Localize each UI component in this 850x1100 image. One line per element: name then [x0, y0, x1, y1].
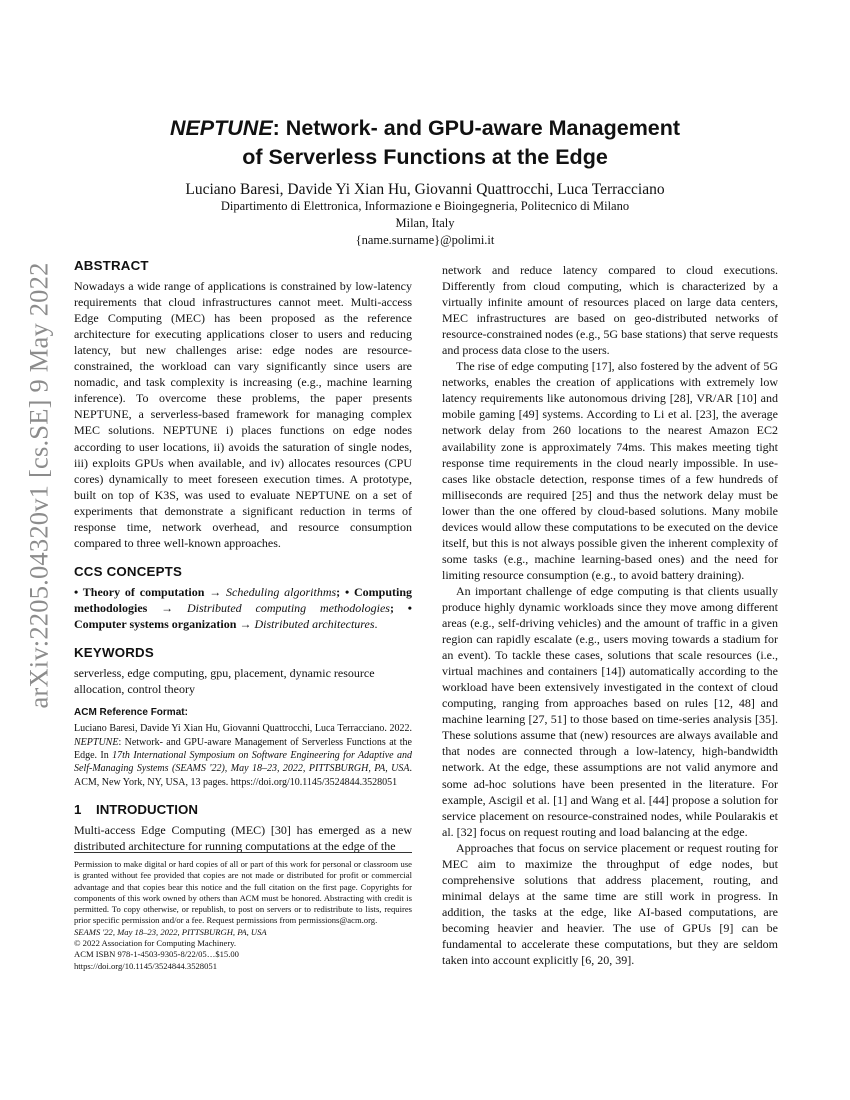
arxiv-identifier [14, 261, 64, 709]
copyright-footnote [74, 852, 412, 972]
intro-paragraph-1-end: network and reduce latency compared to cloud executions. Differently from cloud computing, which is characterized by a virtually infinite amount of resources placed on large data centers, MEC infrastructures are based on geo-distributed networks of resource-constrained nodes (e.g., 5G base stations) that serve requests and process data close to the users. [442, 263, 778, 358]
ccs-concept-3: ; • Computer systems organization [74, 600, 412, 631]
section-title: INTRODUCTION [96, 802, 198, 818]
ccs-heading: CCS CONCEPTS [74, 563, 183, 579]
author-list: Luciano Baresi, Davide Yi Xian Hu, Giovanni Quattrocchi, Luca Terracciano [185, 181, 665, 198]
keywords-text: serverless, edge computing, gpu, placement, dynamic resource allocation, control theory [74, 666, 375, 697]
acm-ref-venue: 17th International Symposium on Software Engineering for Adaptive and Self-Managing Systems (SEAMS '22), May 18–23, 2022, PITTSBURGH, PA, USA [74, 750, 412, 775]
footnote-venue-text: SEAMS '22, May 18–23, 2022, PITTSBURGH, PA, USA [74, 926, 267, 937]
ccs-concept-2: ; • Computing methodologies [74, 584, 412, 615]
intro-paragraph-1-start: Multi-access Edge Computing (MEC) [30] has emerged as a new distributed architecture for running computations at the edge of the [74, 823, 412, 854]
ccs-sub-1: Scheduling algorithms [226, 584, 337, 599]
title-name: NEPTUNE [169, 116, 273, 140]
intro-paragraph-3: An important challenge of edge computing is that clients usually produce highly dynamic workloads since they move among different areas (e.g., self-driving vehicles) and the amount of traffic in a given region can rapidly escalate (e.g., users moving towards a stadium for an event). To tackle these cases, solutions that scale resources (i.e., virtual machines and containers [14]) automatically according to the workload have been extensively investigated in the context of cloud computing, ranging from approaches based on rules [12, 48] and machine learning [27, 51] to those based on time-series analysis [35]. These solutions assume that (new) resources are always available and that nodes are connected through a low-latency, high-bandwidth network. At the edge, these assumptions are not valid anymore and some ad-hoc solutions have been presented in the literature. For example, Ascigil et al. [1] and Wang et al. [44] propose a solution for service placement on resource-constrained nodes, while Poularakis et al. [32] focus on request routing and load balancing at the edge. [442, 583, 778, 839]
title-line2: of Serverless Functions at the Edge [242, 145, 608, 169]
intro-paragraph-4: Approaches that focus on service placement or request routing for MEC aim to maximize the throughput of edge nodes, but comprehensive solutions that address placement, routing, and minimal delays at the same time are still work in progress. In addition, the tasks at the edge, like AI-based computations, are becoming heavier and heavier. The use of GPUs [9] can be fundamental to accelerate these computations, but they are seldom taken into account explicitly [6, 20, 39]. [442, 840, 778, 968]
arxiv-id-text: arXiv:2205.04320v1 [cs.SE] 9 May 2022 [23, 261, 54, 709]
ccs-arrow: → [236, 616, 255, 631]
title-rest: : Network- and GPU-aware Management [272, 116, 681, 140]
section-number: 1 [74, 802, 82, 818]
footnote-doi: https://doi.org/10.1145/3524844.3528051 [74, 960, 217, 971]
ccs-concepts [74, 584, 412, 632]
affiliation-city: Milan, Italy [395, 216, 455, 230]
affiliation-email: {name.surname}@polimi.it [355, 233, 495, 247]
ccs-sub-2: Distributed computing methodologies [187, 600, 390, 615]
abstract-text: Nowadays a wide range of applications is constrained by low-latency requirements that cloud infrastructures cannot meet. Multi-access Edge Computing (MEC) has been proposed as the reference architecture for executing applications closer to users and reducing latency, but new challenges arise: edge nodes are resource-constrained, the workload can vary significantly since users are nomadic, and task complexity is increasing (e.g., machine learning inference). To overcome these problems, the paper presents NEPTUNE, a serverless-based framework for managing complex MEC solutions. NEPTUNE i) places functions on edge nodes according to user locations, ii) avoids the saturation of single nodes, iii) exploits GPUs when available, and iv) allocates resources (CPU cores) dynamically to meet foreseen execution times. A prototype, built on top of K3S, was used to evaluate NEPTUNE on a set of experiments that demonstrate a significant reduction in terms of response time, network overhead, and resource consumption compared to three well-known approaches. [74, 279, 412, 550]
ccs-concept-1: • Theory of computation [74, 584, 205, 599]
ccs-sub-3: Distributed architectures [254, 616, 375, 631]
paper-title [100, 114, 750, 172]
affiliation-dept: Dipartimento di Elettronica, Informazione e Bioingegneria, Politecnico di Milano [220, 199, 630, 213]
abstract-heading: ABSTRACT [74, 258, 149, 273]
right-column [442, 262, 778, 968]
permission-notice: Permission to make digital or hard copies of all or part of this work for personal or classroom use is granted without fee provided that copies are not made or distributed for profit or commercial advantage and that copies bear this notice and the full citation on the first page. Copyrights for components of this work owned by others than ACM must be honored. Abstracting with credit is permitted. To copy otherwise, or republish, to post on servers or to redistribute to lists, requires prior specific permission and/or a fee. Request permissions from permissions@acm.org. [74, 859, 412, 926]
ccs-arrow: → [204, 584, 227, 599]
acm-ref-name: NEPTUNE [74, 736, 119, 748]
acm-ref-publisher: . ACM, New York, NY, USA, 13 pages. https://doi.org/10.1145/3524844.3528051 [74, 763, 412, 788]
affiliation [100, 198, 750, 249]
keywords-heading: KEYWORDS [74, 645, 154, 661]
ccs-end: . [374, 616, 378, 631]
intro-paragraph-2: The rise of edge computing [17], also fostered by the advent of 5G networks, enables the creation of applications with extremely low latency requirements like autonomous driving [28], VR/AR [10] and mobile gaming [49] systems. According to Li et al. [23], the average network delay from 260 locations to the nearest Amazon EC2 availability zone is approximately 74ms. This makes meeting tight response time requirements in the cloud nearly impossible. In use-cases like obstacle detection, response times of a few hundreds of milliseconds are required [25] and thus the network delay must be lower than the one offered by cloud-based solutions. Many mobile devices would allow these computations to be executed on the device itself, but this is not always possible given the inherent complexity of some tasks (e.g., machine learning-based ones) and the need for limiting resource consumption (e.g., to avoid battery draining). [442, 359, 778, 582]
footnote-isbn: ACM ISBN 978-1-4503-9305-8/22/05…$15.00 [74, 949, 239, 960]
acm-ref-title: : Network- and GPU-aware Management of Serverless Functions at the Edge. In [74, 736, 412, 762]
footnote-copyright: © 2022 Association for Computing Machinery. [74, 938, 237, 949]
ccs-arrow: → [147, 600, 187, 615]
acm-ref-authors: Luciano Baresi, Davide Yi Xian Hu, Giovanni Quattrocchi, Luca Terracciano. 2022. [74, 723, 412, 735]
footnote-venue [74, 927, 412, 938]
acm-reference-heading: ACM Reference Format: [74, 707, 188, 719]
acm-reference [74, 722, 412, 789]
introduction-heading [74, 802, 412, 818]
left-column [74, 258, 412, 854]
